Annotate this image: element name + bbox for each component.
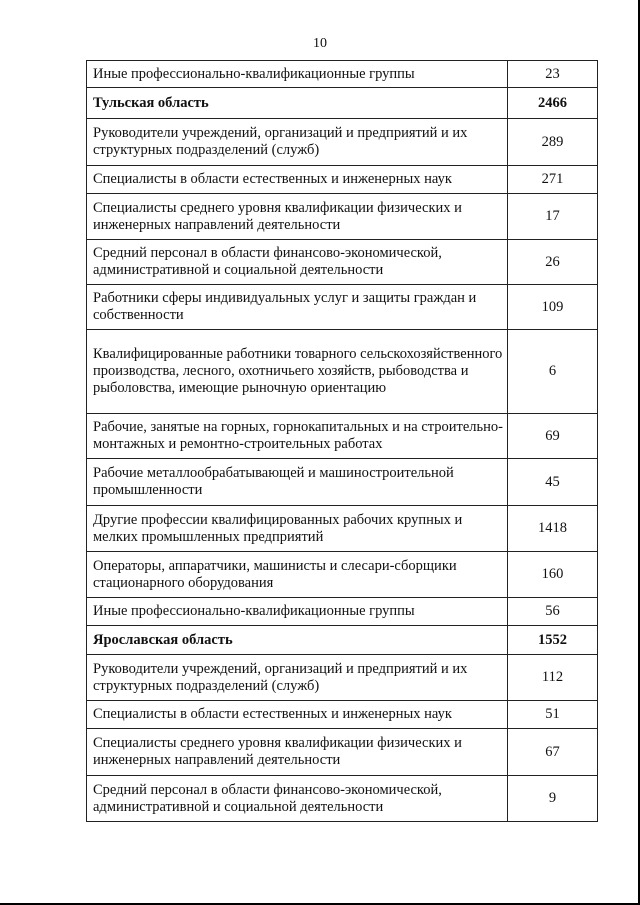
occupation-group-count: 6 bbox=[508, 330, 598, 414]
region-name: Ярославская область bbox=[87, 626, 508, 655]
occupation-group-label: Специалисты среднего уровня квалификации физических и инженерных направлений деятельности bbox=[87, 729, 508, 776]
table-row bbox=[87, 61, 598, 88]
region-total: 1552 bbox=[508, 626, 598, 655]
table-row bbox=[87, 506, 598, 552]
region-total: 2466 bbox=[508, 88, 598, 119]
table-row bbox=[87, 330, 598, 414]
table-row bbox=[87, 729, 598, 776]
occupation-group-label: Специалисты в области естественных и инженерных наук bbox=[87, 166, 508, 194]
table-row bbox=[87, 414, 598, 459]
occupation-group-count: 26 bbox=[508, 240, 598, 285]
region-row bbox=[87, 88, 598, 119]
occupation-group-count: 160 bbox=[508, 552, 598, 598]
occupation-group-label: Работники сферы индивидуальных услуг и защиты граждан и собственности bbox=[87, 285, 508, 330]
occupation-group-count: 67 bbox=[508, 729, 598, 776]
occupation-group-label: Специалисты среднего уровня квалификации физических и инженерных направлений деятельности bbox=[87, 194, 508, 240]
occupation-group-count: 289 bbox=[508, 119, 598, 166]
table-row bbox=[87, 194, 598, 240]
table-row bbox=[87, 119, 598, 166]
region-row bbox=[87, 626, 598, 655]
table-row bbox=[87, 285, 598, 330]
occupation-group-label: Иные профессионально-квалификационные группы bbox=[87, 61, 508, 88]
table-row bbox=[87, 240, 598, 285]
occupation-group-count: 56 bbox=[508, 598, 598, 626]
occupation-group-count: 112 bbox=[508, 655, 598, 701]
occupation-group-count: 17 bbox=[508, 194, 598, 240]
table-row bbox=[87, 655, 598, 701]
region-name: Тульская область bbox=[87, 88, 508, 119]
table-body bbox=[87, 61, 598, 822]
occupation-group-label: Операторы, аппаратчики, машинисты и слесари-сборщики стационарного оборудования bbox=[87, 552, 508, 598]
occupation-group-count: 51 bbox=[508, 701, 598, 729]
occupation-group-label: Руководители учреждений, организаций и предприятий и их структурных подразделений (служб) bbox=[87, 655, 508, 701]
table-row bbox=[87, 459, 598, 506]
occupation-group-count: 69 bbox=[508, 414, 598, 459]
occupation-group-label: Рабочие металлообрабатывающей и машиностроительной промышленности bbox=[87, 459, 508, 506]
occupation-group-label: Квалифицированные работники товарного сельскохозяйственного производства, лесного, охотничьего хозяйств, рыбоводства и рыболовства, имеющие рыночную ориентацию bbox=[87, 330, 508, 414]
occupation-group-count: 1418 bbox=[508, 506, 598, 552]
occupation-table bbox=[86, 60, 598, 822]
table-row bbox=[87, 701, 598, 729]
page-number: 10 bbox=[313, 36, 327, 51]
occupation-group-count: 271 bbox=[508, 166, 598, 194]
table-row bbox=[87, 598, 598, 626]
occupation-group-label: Иные профессионально-квалификационные группы bbox=[87, 598, 508, 626]
occupation-group-label: Средний персонал в области финансово-экономической, административной и социальной деятельности bbox=[87, 240, 508, 285]
occupation-group-label: Рабочие, занятые на горных, горнокапитальных и на строительно-монтажных и ремонтно-строительных работах bbox=[87, 414, 508, 459]
occupation-group-label: Руководители учреждений, организаций и предприятий и их структурных подразделений (служб) bbox=[87, 119, 508, 166]
occupation-group-count: 45 bbox=[508, 459, 598, 506]
table-row bbox=[87, 776, 598, 822]
occupation-group-label: Специалисты в области естественных и инженерных наук bbox=[87, 701, 508, 729]
table-row bbox=[87, 552, 598, 598]
occupation-group-count: 109 bbox=[508, 285, 598, 330]
occupation-group-count: 23 bbox=[508, 61, 598, 88]
table-row bbox=[87, 166, 598, 194]
occupation-group-count: 9 bbox=[508, 776, 598, 822]
occupation-group-label: Другие профессии квалифицированных рабочих крупных и мелких промышленных предприятий bbox=[87, 506, 508, 552]
occupation-group-label: Средний персонал в области финансово-экономической, административной и социальной деятельности bbox=[87, 776, 508, 822]
